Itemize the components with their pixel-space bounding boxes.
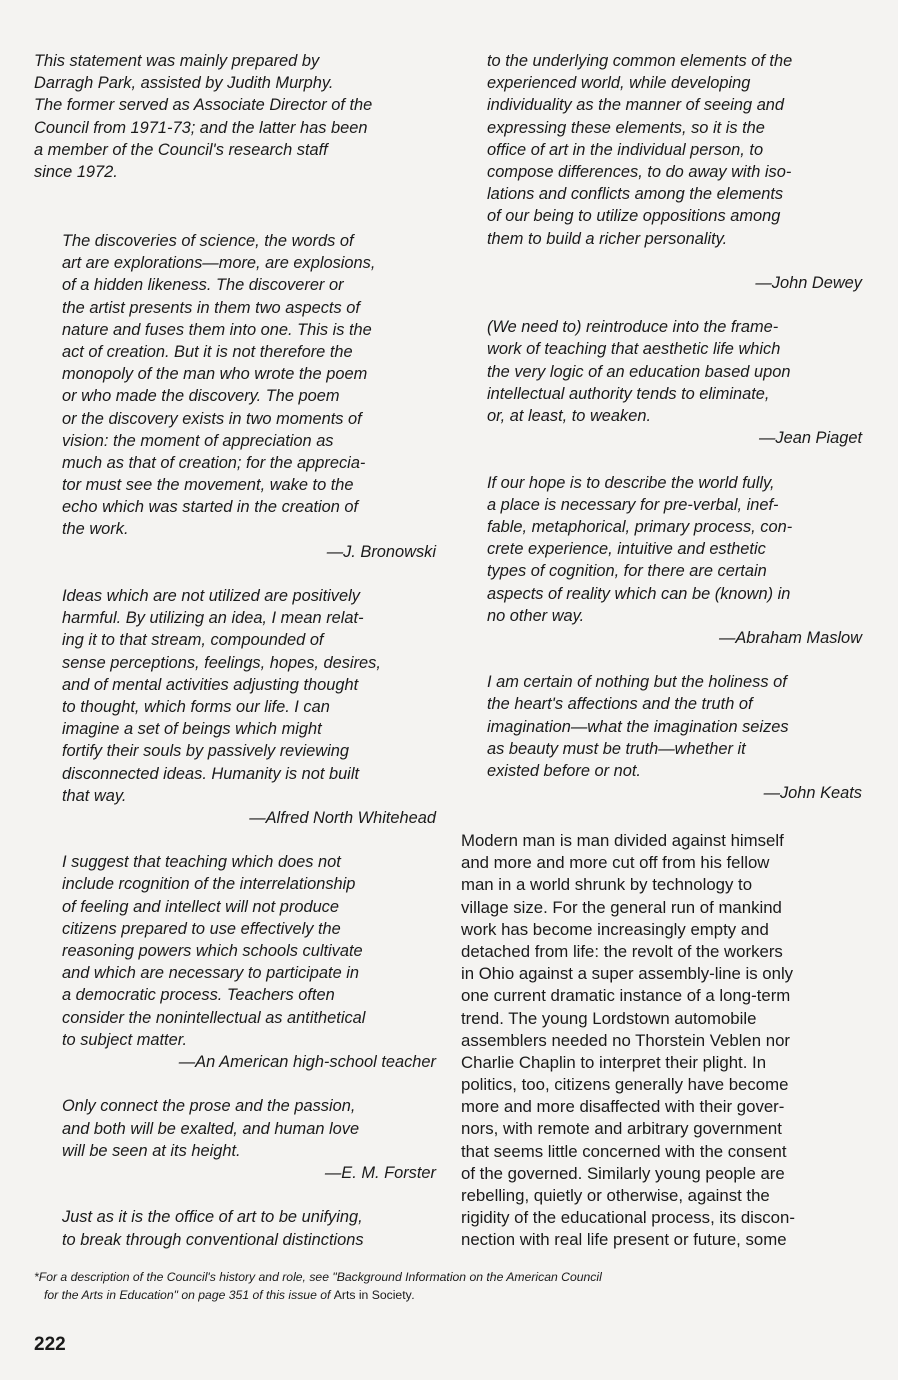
quote-line: sense perceptions, feelings, hopes, desires,	[62, 653, 381, 672]
intro-line: The former served as Associate Director of the	[34, 96, 373, 115]
quote-line: Ideas which are not utilized are positively	[62, 587, 360, 606]
intro-line: a member of the Council's research staff	[34, 140, 328, 159]
quote-line: to subject matter.	[62, 1030, 188, 1049]
intro-line: This statement was mainly prepared by	[34, 52, 320, 70]
quote-attribution: —E. M. Forster	[324, 1163, 436, 1182]
quote-line: that way.	[62, 786, 127, 805]
quote-attribution: —John Keats	[763, 784, 862, 803]
quote-line: them to build a richer personality.	[487, 229, 728, 248]
quote-line: individuality as the manner of seeing and	[487, 96, 785, 115]
intro-line: Council from 1971-73; and the latter has been	[34, 118, 368, 137]
quote-line: much as that of creation; for the apprecia-	[62, 453, 366, 472]
quote-line: harmful. By utilizing an idea, I mean relat-	[62, 609, 364, 628]
quote-line: include rcognition of the interrelationship	[62, 875, 356, 894]
body-line: of the governed. Similarly young people are	[461, 1163, 785, 1183]
quote-attribution: —An American high-school teacher	[178, 1052, 436, 1071]
body-line: that seems little concerned with the consent	[461, 1141, 787, 1161]
body-line: more and more disaffected with their gover-	[461, 1097, 785, 1117]
quote-line: disconnected ideas. Humanity is not built	[62, 764, 360, 783]
quote-line: the work.	[62, 520, 129, 539]
quote-line: to the underlying common elements of the	[487, 52, 793, 70]
quote-line: types of cognition, for there are certain	[487, 562, 767, 581]
quote-line: imagine a set of beings which might	[62, 720, 322, 739]
quote-line: a place is necessary for pre-verbal, inef-	[487, 495, 779, 514]
quote-line: If our hope is to describe the world fully,	[487, 473, 775, 492]
quote-line: act of creation. But it is not therefore the	[62, 342, 353, 361]
quote-line: to thought, which forms our life. I can	[62, 697, 330, 716]
body-line: detached from life: the revolt of the workers	[461, 941, 783, 961]
body-line: nection with real life present or future, some	[461, 1230, 787, 1250]
body-line: village size. For the general run of mankind	[461, 897, 782, 917]
quote-line: imagination—what the imagination seizes	[487, 717, 789, 736]
quote-line: and of mental activities adjusting thought	[62, 675, 359, 694]
quote-line: Just as it is the office of art to be unifying,	[62, 1208, 363, 1227]
quote-line: will be seen at its height.	[62, 1141, 241, 1160]
body-text	[461, 830, 871, 1252]
intro-line: since 1972.	[34, 162, 118, 181]
page-number: 222	[34, 1334, 66, 1355]
body-line: one current dramatic instance of a long-term	[461, 986, 791, 1006]
quote-line: crete experience, intuitive and esthetic	[487, 540, 766, 559]
quote-line: and which are necessary to participate in	[62, 964, 360, 983]
quote-attribution: —Jean Piaget	[759, 429, 862, 448]
quote-attribution: —Alfred North Whitehead	[249, 808, 436, 827]
quote-line: I suggest that teaching which does not	[62, 853, 341, 872]
footnote-line-1: *For a description of the Council's history and role, see "Background Information on the American Council	[34, 1270, 602, 1284]
quote-line: a democratic process. Teachers often	[62, 986, 335, 1005]
quote-line: consider the nonintellectual as antithetical	[62, 1008, 366, 1027]
quote-line: the very logic of an education based upon	[487, 362, 791, 381]
body-line: man in a world shrunk by technology to	[461, 875, 753, 895]
quote-line: or the discovery exists in two moments of	[62, 409, 362, 428]
quote-line: and both will be exalted, and human love	[62, 1119, 360, 1138]
quote-line: or who made the discovery. The poem	[62, 387, 340, 406]
quote-line: the heart's affections and the truth of	[487, 695, 753, 714]
footnote	[34, 1268, 874, 1304]
quote-line: fortify their souls by passively reviewing	[62, 742, 349, 761]
quote-line: work of teaching that aesthetic life which	[487, 340, 781, 359]
footnote-period: .	[411, 1288, 416, 1302]
quote-line: compose differences, to do away with iso-	[487, 162, 792, 181]
body-line: and more and more cut off from his fellow	[461, 853, 770, 873]
quote-line: (We need to) reintroduce into the frame-	[487, 318, 779, 337]
quote-line: fable, metaphorical, primary process, con-	[487, 517, 793, 536]
quote-line: art are explorations—more, are explosions,	[62, 254, 376, 273]
quote-line: of a hidden likeness. The discoverer or	[62, 276, 344, 295]
quote-line: office of art in the individual person, to	[487, 140, 764, 159]
quote-line: of our being to utilize oppositions among	[487, 207, 781, 226]
footnote-text: for the Arts in Education" on page 351 of this issue of	[44, 1288, 334, 1302]
intro-note	[34, 50, 454, 183]
quote-line: Only connect the prose and the passion,	[62, 1097, 356, 1116]
quote-line: as beauty must be truth—whether it	[487, 739, 746, 758]
left-quotes	[62, 230, 436, 1251]
quote-line: echo which was started in the creation of	[62, 498, 359, 517]
quote-line: existed before or not.	[487, 762, 641, 781]
quote-line: intellectual authority tends to eliminate,	[487, 384, 770, 403]
quote-line: the artist presents in them two aspects of	[62, 298, 360, 317]
body-line: nors, with remote and arbitrary government	[461, 1119, 782, 1139]
body-line: politics, too, citizens generally have become	[461, 1075, 789, 1095]
quote-line: aspects of reality which can be (known) in	[487, 584, 791, 603]
body-line: rigidity of the educational process, its discon-	[461, 1208, 795, 1228]
quote-line: monopoly of the man who wrote the poem	[62, 365, 368, 384]
quote-line: citizens prepared to use effectively the	[62, 919, 341, 938]
body-line: assemblers needed no Thorstein Veblen nor	[461, 1030, 791, 1050]
body-line: Charlie Chaplin to interpret their plight. In	[461, 1052, 767, 1072]
intro-line: Darragh Park, assisted by Judith Murphy.	[34, 74, 334, 93]
quote-line: or, at least, to weaken.	[487, 407, 652, 426]
body-line: rebelling, quietly or otherwise, against the	[461, 1186, 770, 1205]
body-line: Modern man is man divided against himself	[461, 831, 784, 850]
footnote-line-2	[34, 1286, 874, 1304]
body-line: trend. The young Lordstown automobile	[461, 1008, 757, 1028]
quote-line: experienced world, while developing	[487, 74, 751, 93]
quote-attribution: —John Dewey	[755, 273, 862, 292]
journal-title: Arts in Society	[333, 1288, 412, 1302]
quote-line: nature and fuses them into one. This is the	[62, 320, 372, 339]
body-line: work has become increasingly empty and	[461, 919, 769, 939]
body-line: in Ohio against a super assembly-line is only	[461, 964, 794, 984]
quote-line: expressing these elements, so it is the	[487, 118, 765, 137]
quote-line: tor must see the movement, wake to the	[62, 476, 354, 495]
quote-line: ing it to that stream, compounded of	[62, 631, 324, 650]
right-quotes	[487, 50, 862, 804]
quote-line: reasoning powers which schools cultivate	[62, 942, 363, 961]
quote-line: to break through conventional distinctions	[62, 1230, 364, 1249]
quote-line: no other way.	[487, 606, 585, 625]
quote-line: I am certain of nothing but the holiness of	[487, 673, 787, 692]
quote-line: of feeling and intellect will not produce	[62, 897, 339, 916]
quote-attribution: —Abraham Maslow	[718, 628, 862, 647]
quote-line: lations and conflicts among the elements	[487, 185, 784, 204]
quote-line: The discoveries of science, the words of	[62, 232, 354, 250]
quote-line: vision: the moment of appreciation as	[62, 431, 334, 450]
quote-attribution: —J. Bronowski	[326, 542, 436, 561]
